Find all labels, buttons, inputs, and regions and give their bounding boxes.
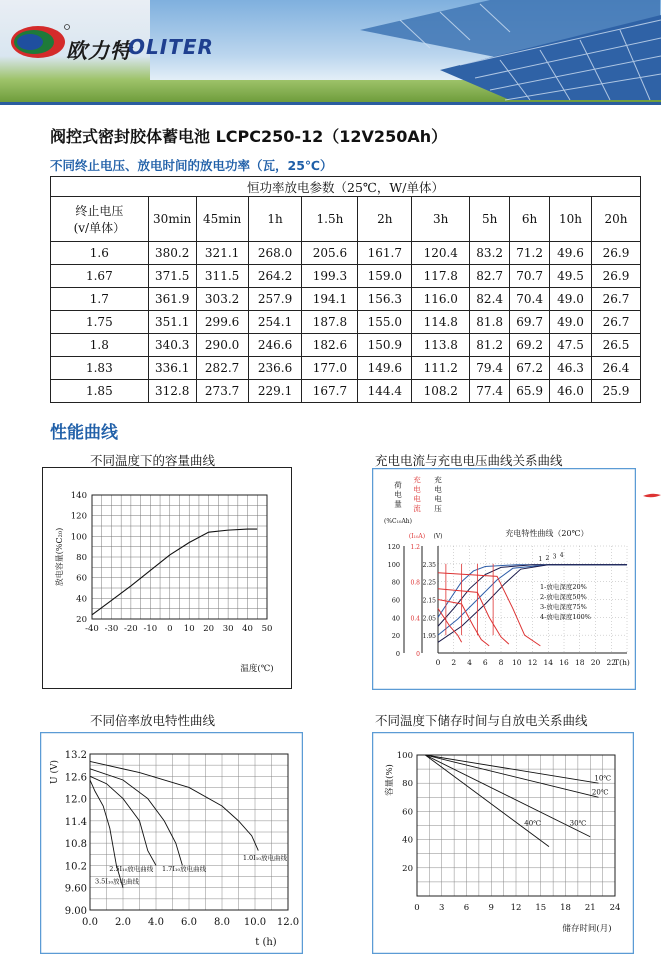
cell-value: 26.7 (592, 311, 641, 334)
cell-value: 111.2 (412, 357, 470, 380)
x-tick-label: -40 (85, 624, 99, 634)
cell-value: 79.4 (470, 357, 510, 380)
x-tick-label: 10 (511, 658, 522, 667)
x-tick-label: 6 (482, 658, 488, 667)
x-tick-label: 21 (584, 903, 596, 913)
series-label: 3.5I₁₀放电曲线 (94, 877, 140, 886)
x-tick-label: 20 (590, 658, 601, 667)
y-tick-label: 13.2 (64, 750, 87, 761)
voltage-tick-label: 2.35 (422, 561, 436, 569)
cell-value: 47.5 (550, 334, 592, 357)
cell-value: 49.5 (550, 265, 592, 288)
column-header-1.5h: 1.5h (302, 197, 358, 242)
x-tick-label: 12.0 (276, 917, 300, 928)
cell-value: 49.0 (550, 288, 592, 311)
x-tick-label: 8.0 (214, 917, 230, 928)
x-axis-label: 储存时间(月) (562, 924, 612, 934)
cell-value: 69.2 (510, 334, 550, 357)
cell-value: 46.0 (550, 380, 592, 403)
cell-value: 26.7 (592, 288, 641, 311)
y-tick-label: 60 (402, 807, 413, 818)
cell-value: 177.0 (302, 357, 358, 380)
cell-value: 155.0 (358, 311, 412, 334)
y-axis-label: 容量(%) (385, 764, 395, 796)
y-tick-label: 80 (76, 553, 87, 563)
y-tick-label: 140 (70, 491, 87, 501)
column-header-45min: 45min (196, 197, 248, 242)
header-banner (0, 0, 661, 102)
cell-value: 116.0 (412, 288, 470, 311)
cell-value: 299.6 (196, 311, 248, 334)
cell-voltage: 1.85 (51, 380, 149, 403)
column-header-6h: 6h (510, 197, 550, 242)
current-axis-label: 充电电流 (412, 476, 422, 514)
column-header-voltage-line2: (v/单体） (73, 221, 126, 235)
series-label: 1 (538, 556, 543, 564)
cell-value: 182.6 (302, 334, 358, 357)
charge-tick-label: 40 (391, 614, 400, 623)
current-tick-label: 0.8 (410, 579, 420, 587)
x-axis-label: t (h) (255, 937, 277, 948)
cell-value: 70.4 (510, 288, 550, 311)
table-row (51, 265, 641, 288)
cell-value: 187.8 (302, 311, 358, 334)
voltage-tick-label: 2.05 (422, 615, 436, 623)
red-mark-decoration (643, 492, 661, 499)
x-tick-label: 50 (261, 624, 273, 634)
x-tick-label: 10 (183, 624, 195, 634)
table-row (51, 242, 641, 265)
x-tick-label: 2 (451, 658, 457, 667)
column-header-2h: 2h (358, 197, 412, 242)
cell-value: 321.1 (196, 242, 248, 265)
cell-value: 77.4 (470, 380, 510, 403)
charge-axis-label: 荷电量 (393, 480, 403, 510)
series-label: 3 (552, 553, 557, 561)
cell-value: 25.9 (592, 380, 641, 403)
x-tick-label: -10 (143, 624, 158, 634)
series-label: 2 (545, 554, 550, 562)
table-row (51, 334, 641, 357)
charge-axis-unit: (%C₁₀Ah) (384, 518, 412, 525)
x-tick-label: 10.0 (243, 917, 267, 928)
x-tick-label: 4 (467, 658, 472, 667)
cell-value: 340.3 (148, 334, 196, 357)
y-tick-label: 40 (76, 594, 87, 605)
column-header-10h: 10h (550, 197, 592, 242)
cell-voltage: 1.7 (51, 288, 149, 311)
charge-tick-label: 80 (391, 578, 400, 587)
solar-panels-image (360, 0, 661, 102)
chart-rate-discharge (40, 732, 303, 954)
table-header-title: 恒功率放电参数（25℃，W/单体） (51, 177, 641, 197)
charge-tick-label: 60 (391, 596, 400, 605)
series-label: 30℃ (569, 819, 587, 828)
cell-value: 380.2 (148, 242, 196, 265)
cell-value: 71.2 (510, 242, 550, 265)
cell-voltage: 1.67 (51, 265, 149, 288)
y-tick-label: 9.60 (64, 883, 87, 895)
cell-value: 82.7 (470, 265, 510, 288)
document-title: 阀控式密封胶体蓄电池 LCPC250-12（12V250Ah） (50, 127, 448, 146)
x-tick-label: 16 (559, 658, 569, 667)
x-tick-label: 0 (414, 903, 420, 913)
y-tick-label: 60 (76, 573, 87, 584)
x-tick-label: 2.0 (115, 917, 131, 928)
legend-entry: 3-放电深度75% (540, 602, 587, 611)
cell-value: 371.5 (148, 265, 196, 288)
cell-value: 69.7 (510, 311, 550, 334)
x-tick-label: 12 (510, 903, 522, 913)
cell-value: 120.4 (412, 242, 470, 265)
y-tick-label: 12.6 (64, 772, 87, 784)
charge-tick-label: 20 (391, 632, 400, 641)
cell-value: 67.2 (510, 357, 550, 380)
oliter-logo-icon (10, 22, 70, 60)
power-discharge-table (50, 176, 641, 403)
x-tick-label: 0.0 (82, 917, 98, 928)
series-label: 1.7I₁₀放电曲线 (161, 865, 207, 873)
chart-capacity-temperature (42, 467, 292, 689)
series-label: 2.5I₁₀放电曲线 (109, 865, 154, 873)
column-header-1h: 1h (248, 197, 302, 242)
x-tick-label: 6 (463, 903, 470, 913)
cell-value: 83.2 (470, 242, 510, 265)
voltage-tick-label: 2.25 (422, 579, 436, 587)
brand-chinese-name: 欧力特 (66, 38, 132, 63)
cell-value: 246.6 (248, 334, 302, 357)
x-tick-label: 18 (574, 658, 585, 667)
chart-title-rate-discharge: 不同倍率放电特性曲线 (90, 713, 216, 728)
cell-value: 117.8 (412, 265, 470, 288)
x-tick-label: 0 (167, 624, 173, 634)
y-tick-label: 100 (396, 751, 413, 761)
table-row (51, 380, 641, 403)
column-header-3h: 3h (412, 197, 470, 242)
column-header-voltage-line1: 终止电压 (75, 204, 124, 218)
header-divider (0, 102, 661, 105)
x-tick-label: -20 (124, 624, 138, 634)
cell-voltage: 1.83 (51, 357, 149, 380)
section-title: 性能曲线 (50, 423, 118, 443)
y-tick-label: 100 (70, 532, 87, 543)
chart-title-capacity-temperature: 不同温度下的容量曲线 (90, 453, 216, 468)
series-label: 20℃ (591, 788, 609, 797)
voltage-tick-label: 2.15 (422, 597, 436, 605)
series-label: 1.0I₁₀放电曲线 (242, 853, 287, 862)
cell-value: 81.8 (470, 311, 510, 334)
cell-voltage: 1.75 (51, 311, 149, 334)
table-row (51, 357, 641, 380)
current-tick-label: 0.4 (410, 615, 420, 623)
cell-value: 257.9 (248, 288, 302, 311)
cell-value: 199.3 (302, 265, 358, 288)
cell-value: 159.0 (358, 265, 412, 288)
x-tick-label: 14 (543, 658, 554, 667)
x-tick-label: 40 (242, 624, 253, 634)
table-caption: 不同终止电压、放电时间的放电功率（瓦，25℃） (50, 158, 333, 173)
inner-chart-title: 充电特性曲线（20℃） (505, 529, 589, 538)
cell-value: 236.6 (248, 357, 302, 380)
charge-tick-label: 100 (387, 560, 400, 569)
cell-value: 264.2 (248, 265, 302, 288)
y-tick-label: 80 (402, 779, 413, 790)
cell-value: 254.1 (248, 311, 302, 334)
column-header-20h: 20h (592, 197, 641, 242)
voltage-axis-label: 充电电压 (433, 476, 443, 514)
cell-value: 351.1 (148, 311, 196, 334)
cell-value: 303.2 (196, 288, 248, 311)
chart-self-discharge (372, 732, 634, 954)
x-tick-label: 12 (527, 658, 538, 667)
x-tick-label: 9 (488, 903, 494, 913)
chart-title-self-discharge: 不同温度下储存时间与自放电关系曲线 (375, 713, 588, 728)
chart-charge-characteristics (372, 468, 636, 690)
brand-english-name: OLITER (128, 35, 214, 59)
column-header-5h: 5h (470, 197, 510, 242)
cell-value: 205.6 (302, 242, 358, 265)
current-axis-unit: (I₁₀A) (408, 533, 426, 540)
charge-tick-label: 120 (387, 543, 400, 551)
column-header-30min: 30min (148, 197, 196, 242)
cell-value: 144.4 (358, 380, 412, 403)
y-tick-label: 9.00 (64, 906, 87, 917)
x-tick-label: 18 (560, 903, 571, 913)
legend-entry: 1-放电深度20% (540, 582, 587, 591)
cell-value: 268.0 (248, 242, 302, 265)
charge-tick-label: 0 (395, 650, 400, 658)
x-tick-label: 8 (498, 658, 504, 667)
cell-value: 81.2 (470, 334, 510, 357)
cell-value: 49.6 (550, 242, 592, 265)
chart-title-charge-characteristics: 充电电流与充电电压曲线关系曲线 (375, 453, 563, 468)
series-label: 40℃ (524, 819, 541, 828)
cell-value: 82.4 (470, 288, 510, 311)
cell-value: 49.0 (550, 311, 592, 334)
cell-value: 46.3 (550, 357, 592, 380)
x-tick-label: 3 (439, 903, 445, 913)
cell-value: 70.7 (510, 265, 550, 288)
y-tick-label: 11.4 (64, 816, 87, 828)
cell-voltage: 1.8 (51, 334, 149, 357)
x-axis-label: T(h) (614, 658, 630, 667)
cell-value: 26.9 (592, 265, 641, 288)
y-axis-label: U (V) (50, 760, 60, 784)
x-tick-label: -30 (104, 624, 119, 634)
cell-value: 26.4 (592, 357, 641, 380)
x-tick-label: 15 (535, 903, 547, 913)
legend-entry: 2-放电深度50% (540, 592, 587, 601)
series-label: 10℃ (594, 774, 612, 783)
cell-value: 361.9 (148, 288, 196, 311)
current-tick-label: 1.2 (410, 544, 420, 551)
y-tick-label: 40 (402, 835, 413, 846)
cell-value: 113.8 (412, 334, 470, 357)
cell-value: 150.9 (358, 334, 412, 357)
cell-value: 229.1 (248, 380, 302, 403)
series-label: 4 (559, 552, 564, 560)
cell-voltage: 1.6 (51, 242, 149, 265)
cell-value: 65.9 (510, 380, 550, 403)
cell-value: 108.2 (412, 380, 470, 403)
table-row (51, 288, 641, 311)
cell-value: 311.5 (196, 265, 248, 288)
cell-value: 273.7 (196, 380, 248, 403)
y-tick-label: 20 (76, 615, 87, 625)
y-tick-label: 20 (402, 863, 413, 874)
x-tick-label: 6.0 (181, 917, 197, 928)
y-tick-label: 12.0 (64, 794, 87, 806)
table-row (51, 311, 641, 334)
voltage-tick-label: 1.95 (422, 633, 436, 641)
cell-value: 167.7 (302, 380, 358, 403)
y-tick-label: 120 (70, 511, 87, 522)
cell-value: 282.7 (196, 357, 248, 380)
cell-value: 312.8 (148, 380, 196, 403)
x-tick-label: 4.0 (148, 917, 164, 928)
current-tick-label: 0 (416, 651, 420, 658)
cell-value: 290.0 (196, 334, 248, 357)
x-axis-label: 温度(℃) (240, 664, 274, 674)
y-tick-label: 10.8 (64, 839, 87, 851)
x-tick-label: 22 (606, 658, 617, 667)
x-tick-label: 30 (222, 624, 234, 634)
legend-entry: 4-放电深度100% (540, 612, 591, 621)
cell-value: 114.8 (412, 311, 470, 334)
cell-value: 161.7 (358, 242, 412, 265)
cell-value: 336.1 (148, 357, 196, 380)
x-tick-label: 0 (435, 658, 441, 667)
voltage-axis-unit: (V) (433, 533, 443, 540)
column-header-voltage (51, 197, 149, 242)
y-axis-label: 放电容量(%C₂₀) (55, 527, 64, 587)
cell-value: 26.5 (592, 334, 641, 357)
x-tick-label: 24 (609, 903, 621, 913)
cell-value: 26.9 (592, 242, 641, 265)
cell-value: 194.1 (302, 288, 358, 311)
x-tick-label: 20 (203, 624, 215, 634)
cell-value: 156.3 (358, 288, 412, 311)
y-tick-label: 10.2 (64, 861, 87, 873)
cell-value: 149.6 (358, 357, 412, 380)
